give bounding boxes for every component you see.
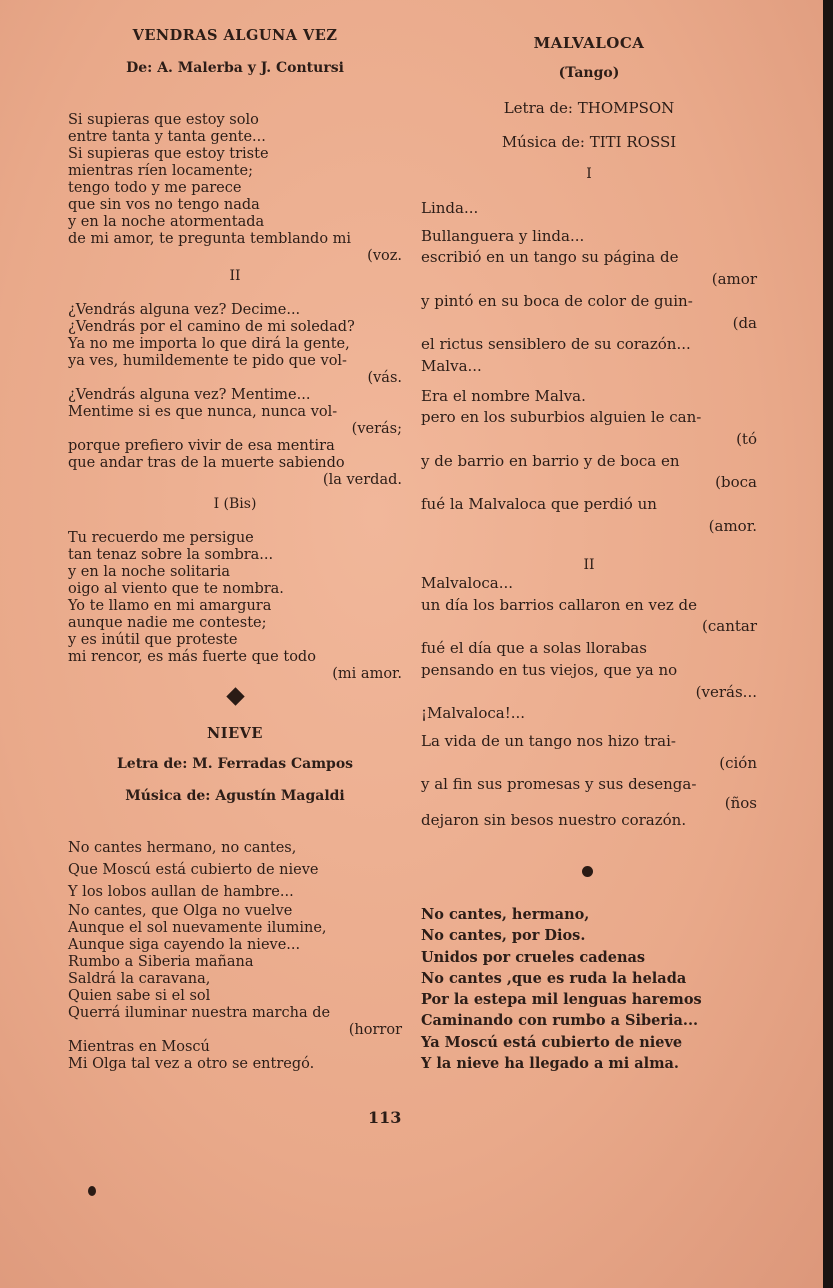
song-title-vendras: VENDRAS ALGUNA VEZ	[132, 27, 338, 44]
lyric-line: entre tanta y tanta gente...	[68, 129, 266, 145]
section-numeral: I (Bis)	[213, 496, 257, 512]
lyric-line: Era el nombre Malva.	[421, 386, 586, 405]
lyric-line: Si supieras que estoy solo	[68, 112, 259, 128]
lyric-line: escribió en un tango su página de	[421, 248, 679, 267]
page-edge	[823, 0, 833, 1288]
lyric-line: Ya Moscú está cubierto de nieve	[421, 1033, 683, 1051]
lyric-line: ¡Malvaloca!...	[421, 704, 526, 723]
song-title-nieve: NIEVE	[207, 725, 263, 742]
lyric-line: Linda...	[421, 199, 479, 217]
lyric-line: y en la noche atormentada	[68, 214, 265, 230]
stanza-malvaloca-2	[421, 573, 757, 832]
lyric-line: Ya no me importa lo que dirá la gente,	[68, 336, 350, 352]
lyric-line: No cantes hermano, no cantes,	[68, 840, 297, 856]
page-number: 113	[368, 1108, 402, 1127]
lyric-line: Unidos por crueles cadenas	[421, 948, 646, 966]
lyric-line: tan tenaz sobre la sombra...	[68, 547, 274, 563]
lyric-line: aunque nadie me conteste;	[68, 615, 267, 631]
lyric-line: Saldrá la caravana,	[68, 971, 211, 987]
lyric-line: Tu recuerdo me persigue	[68, 530, 254, 546]
lyric-line: Que Moscú está cubierto de nieve	[68, 862, 319, 878]
lyric-line: el rictus sensiblero de su corazón...	[421, 335, 691, 354]
lyric-line: oigo al viento que te nombra.	[68, 581, 284, 597]
lyric-line: Bullanguera y linda...	[421, 226, 585, 245]
lyric-line-end: (ños	[724, 794, 757, 813]
lyric-line: ¿Vendrás alguna vez? Decime...	[68, 302, 301, 318]
lyric-line: que andar tras de la muerte sabiendo	[68, 455, 345, 471]
song-composer-nieve: Música de: Agustín Magaldi	[125, 788, 345, 804]
lyric-line-end: (amor	[711, 270, 757, 289]
lyric-line-end: (da	[732, 313, 757, 332]
ink-spot-icon	[88, 1186, 96, 1196]
lyric-line-end: (amor.	[708, 516, 757, 535]
stanza-nieve-2	[68, 903, 402, 1073]
lyric-line-end: (tó	[736, 430, 757, 449]
lyric-line: y al fin sus promesas y sus desenga-	[421, 775, 697, 794]
lyric-line: La vida de un tango nos hizo trai-	[421, 731, 676, 750]
diamond-ornament-icon	[226, 687, 244, 705]
song-lyricist-malvaloca: Letra de: THOMPSON	[503, 99, 675, 117]
lyric-line: mientras ríen locamente;	[68, 163, 253, 179]
lyric-line: Y los lobos aullan de hambre...	[68, 884, 294, 900]
lyric-line-end: (cantar	[702, 617, 757, 636]
stanza-vendras-2	[68, 302, 402, 489]
lyric-line: ¿Vendrás por el camino de mi soledad?	[68, 319, 355, 335]
lyric-line: pero en los suburbios alguien le can-	[421, 408, 702, 427]
lyric-line: que sin vos no tengo nada	[68, 197, 260, 213]
lyric-line-end: (mi amor.	[332, 666, 402, 682]
lyric-line: No cantes, hermano,	[421, 906, 590, 923]
section-numeral: II	[583, 557, 595, 573]
lyric-line: Aunque el sol nuevamente ilumine,	[68, 920, 327, 936]
lyric-line-end: (la verdad.	[322, 472, 402, 488]
lyric-line: y pintó en su boca de color de guin-	[421, 291, 693, 310]
lyric-line: Caminando con rumbo a Siberia...	[421, 1012, 699, 1030]
lyric-line: y es inútil que proteste	[68, 632, 238, 648]
lyric-line-end: (boca	[715, 473, 757, 492]
stanza-vendras-3	[68, 530, 402, 683]
song-title-malvaloca: MALVALOCA	[533, 34, 645, 52]
lyric-line: mi rencor, es más fuerte que todo	[68, 649, 316, 665]
lyric-line: ¿Vendrás alguna vez? Mentime...	[68, 387, 311, 403]
lyric-line: Mientras en Moscú	[68, 1039, 210, 1055]
lyric-line: tengo todo y me parece	[68, 180, 242, 196]
lyric-line: un día los barrios callaron en vez de	[421, 595, 697, 614]
lyric-line: dejaron sin besos nuestro corazón.	[421, 811, 687, 830]
lyric-line: Aunque siga cayendo la nieve...	[68, 937, 301, 953]
lyric-line: Mi Olga tal vez a otro se entregó.	[68, 1056, 315, 1072]
lyric-line-end: (voz.	[367, 248, 402, 264]
lyric-line: de mi amor, te pregunta temblando mi	[68, 231, 352, 247]
lyric-line: fué la Malvaloca que perdió un	[421, 495, 657, 514]
song-authors-vendras: De: A. Malerba y J. Contursi	[126, 60, 344, 76]
section-numeral: I	[586, 166, 592, 182]
lyric-line: Querrá iluminar nuestra marcha de	[68, 1005, 331, 1021]
lyric-line-end: (verás...	[695, 682, 757, 701]
lyric-line: porque prefiero vivir de esa mentira	[68, 438, 335, 454]
lyric-line: Malva...	[421, 356, 482, 375]
lyric-line: Por la estepa mil lenguas haremos	[421, 991, 702, 1009]
lyric-line: No cantes, que Olga no vuelve	[68, 903, 293, 919]
section-numeral: II	[229, 268, 241, 284]
lyric-line: y en la noche solitaria	[68, 564, 231, 580]
song-lyricist-nieve: Letra de: M. Ferradas Campos	[116, 756, 354, 772]
lyric-line: Malvaloca...	[421, 574, 513, 592]
lyric-line: ya ves, humildemente te pido que vol-	[68, 353, 347, 369]
lyric-line: No cantes ,que es ruda la helada	[421, 969, 687, 987]
lyric-line: Quien sabe si el sol	[68, 988, 211, 1004]
song-genre: (Tango)	[558, 65, 620, 81]
song-composer-malvaloca: Música de: TITI ROSSI	[501, 133, 677, 151]
stanza-vendras-1	[68, 112, 402, 265]
lyric-line: No cantes, por Dios.	[421, 927, 586, 945]
lyric-line: y de barrio en barrio y de boca en	[421, 451, 680, 470]
stanza-nieve-1	[68, 837, 402, 903]
lyric-line: Yo te llamo en mi amargura	[68, 598, 272, 614]
lyric-line: Y la nieve ha llegado a mi alma.	[421, 1055, 679, 1073]
bullet-ornament-icon	[582, 866, 593, 877]
lyric-line: fué el día que a solas llorabas	[421, 639, 647, 658]
lyric-line-end: (verás;	[351, 421, 402, 437]
stanza-malvaloca-1	[421, 198, 757, 538]
lyric-line: Si supieras que estoy triste	[68, 146, 269, 162]
stanza-nieve-continuation	[421, 904, 757, 1074]
lyric-line: pensando en tus viejos, que ya no	[421, 660, 678, 679]
lyric-line-end: (vás.	[367, 370, 402, 386]
lyric-line-end: (ción	[719, 753, 757, 772]
lyric-line: Rumbo a Siberia mañana	[68, 954, 254, 970]
lyric-line: Mentime si es que nunca, nunca vol-	[68, 404, 338, 420]
lyric-line-end: (horror	[348, 1022, 402, 1038]
